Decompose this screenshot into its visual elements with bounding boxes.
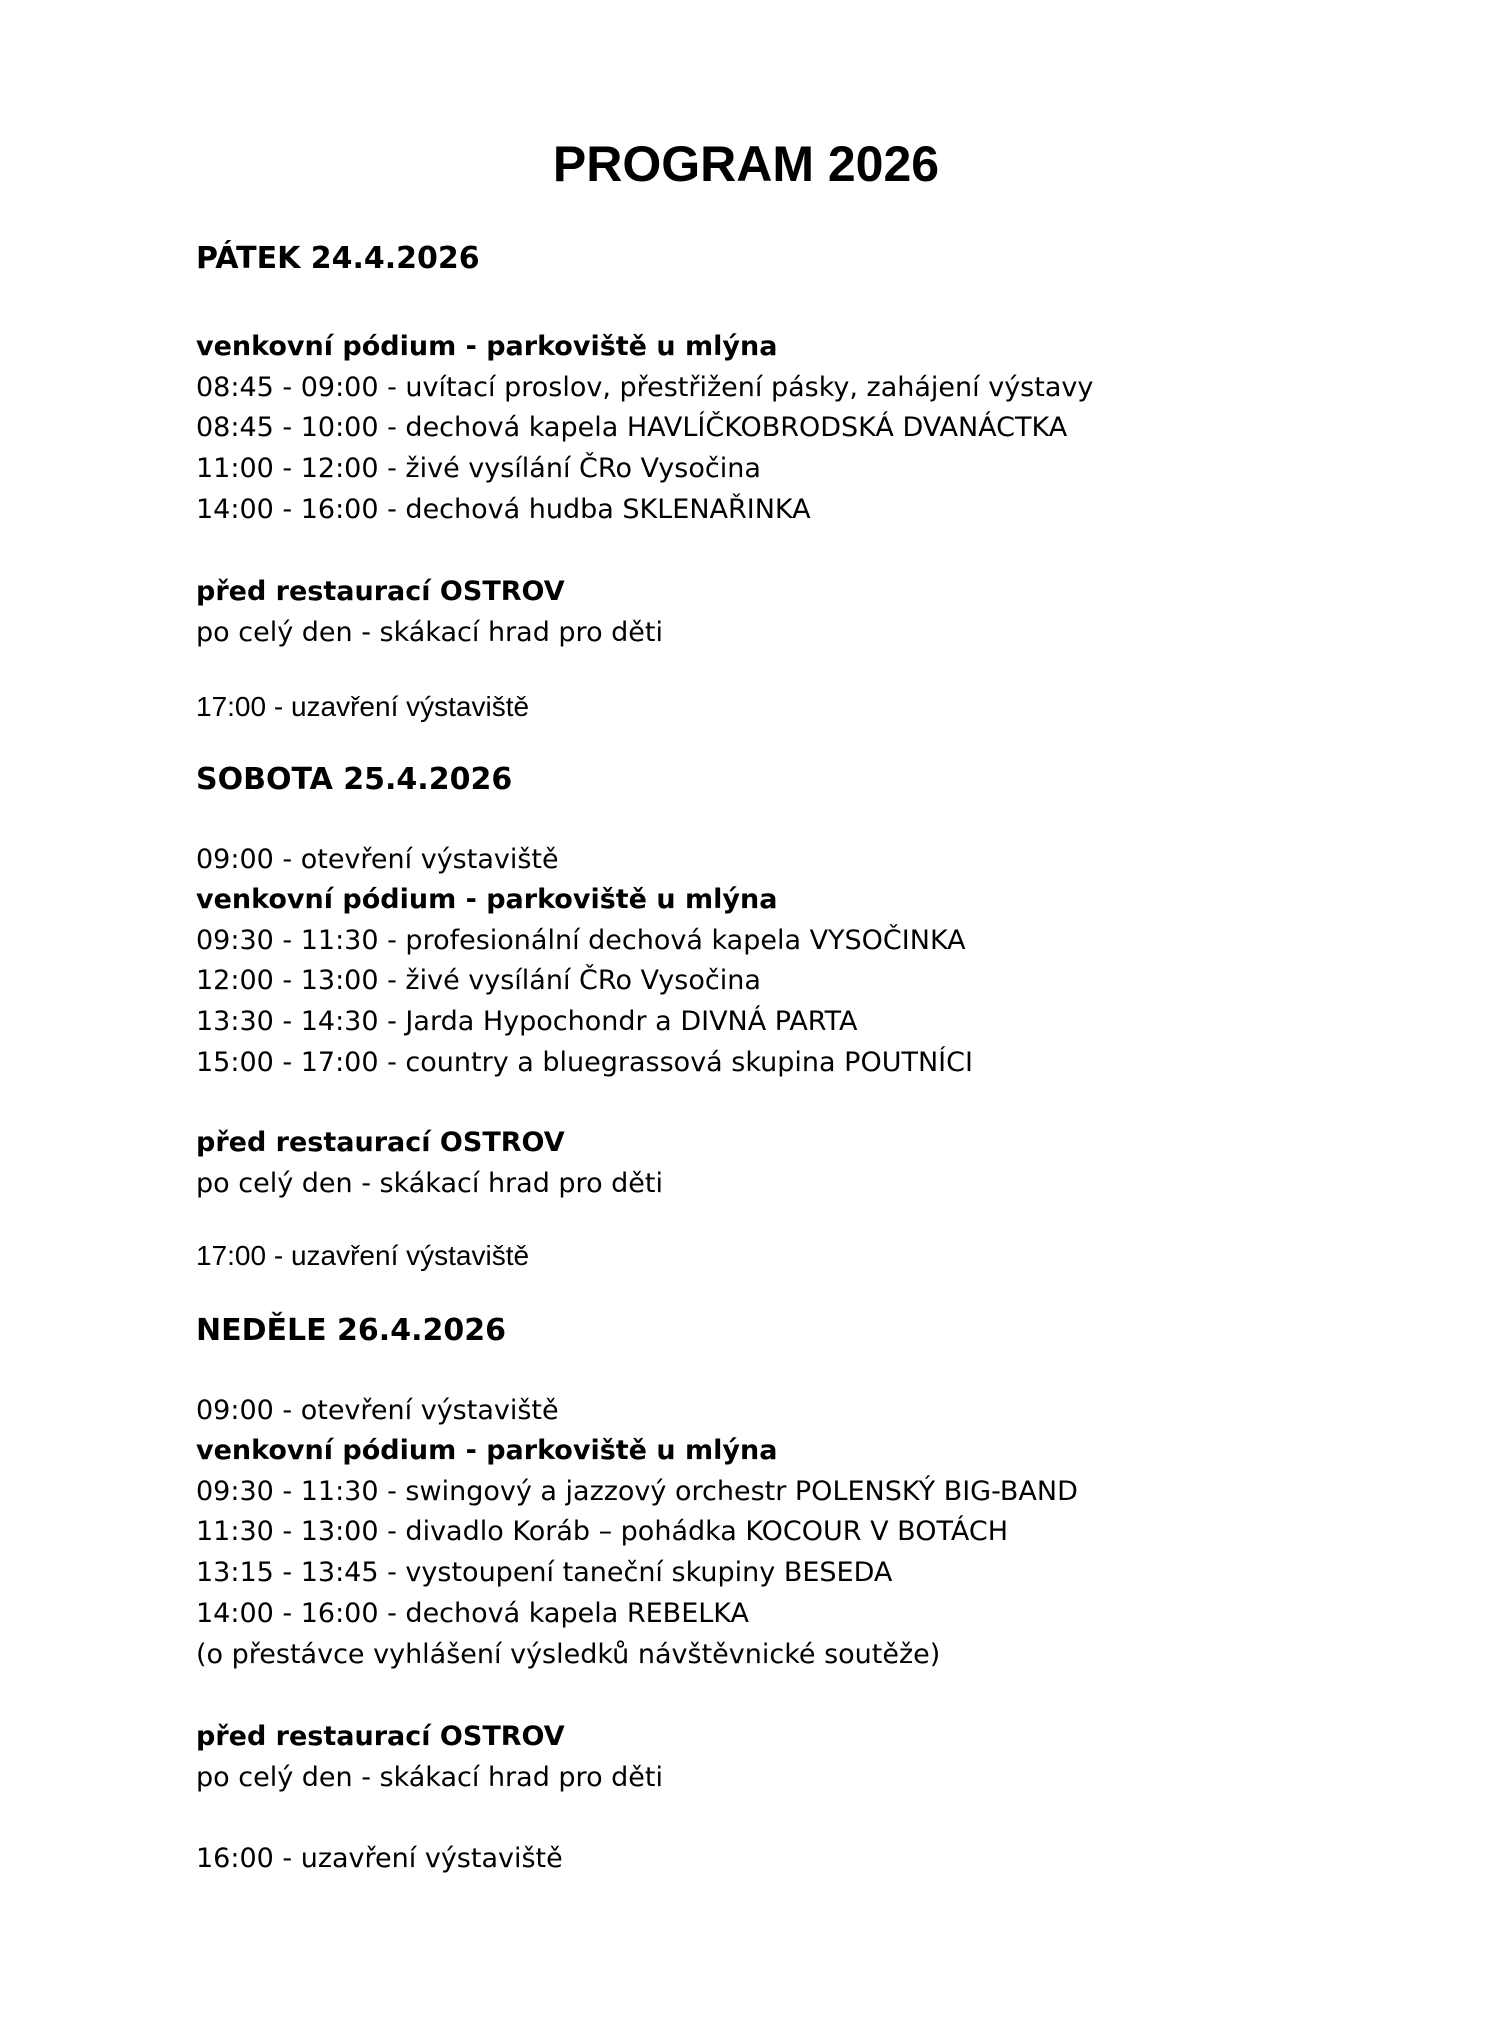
stage-heading-friday: venkovní pódium - parkoviště u mlýna — [196, 331, 778, 362]
event-note: (o přestávce vyhlášení výsledků návštěvnické soutěže) — [196, 1639, 941, 1670]
event-item: 11:30 - 13:00 - divadlo Koráb – pohádka KOCOUR V BOTÁCH — [196, 1516, 1009, 1547]
restaurant-event-sunday: po celý den - skákací hrad pro děti — [196, 1762, 664, 1793]
event-item: 12:00 - 13:00 - živé vysílání ČRo Vysočina — [196, 965, 761, 996]
event-item: 15:00 - 17:00 - country a bluegrassová skupina POUTNÍCI — [196, 1047, 973, 1078]
opening-time-saturday: 09:00 - otevření výstaviště — [196, 844, 559, 875]
event-item: 13:15 - 13:45 - vystoupení taneční skupiny BESEDA — [196, 1557, 893, 1588]
stage-heading-sunday: venkovní pódium - parkoviště u mlýna — [196, 1435, 778, 1466]
closing-time-friday: 17:00 - uzavření výstaviště — [196, 691, 530, 722]
restaurant-heading-sunday: před restaurací OSTROV — [196, 1721, 565, 1752]
restaurant-event-saturday: po celý den - skákací hrad pro děti — [196, 1168, 664, 1199]
restaurant-heading-saturday: před restaurací OSTROV — [196, 1127, 565, 1158]
closing-time-sunday: 16:00 - uzavření výstaviště — [196, 1843, 563, 1874]
event-item: 11:00 - 12:00 - živé vysílání ČRo Vysočina — [196, 453, 761, 484]
restaurant-event-friday: po celý den - skákací hrad pro děti — [196, 617, 664, 648]
page-title: PROGRAM 2026 — [552, 136, 940, 192]
stage-heading-saturday: venkovní pódium - parkoviště u mlýna — [196, 884, 778, 915]
event-item: 08:45 - 09:00 - uvítací proslov, přestřižení pásky, zahájení výstavy — [196, 372, 1094, 403]
opening-time-sunday: 09:00 - otevření výstaviště — [196, 1395, 559, 1426]
event-item: 08:45 - 10:00 - dechová kapela HAVLÍČKOBRODSKÁ DVANÁCTKA — [196, 412, 1068, 443]
closing-time-saturday: 17:00 - uzavření výstaviště — [196, 1240, 530, 1271]
day-heading-sunday: NEDĚLE 26.4.2026 — [196, 1313, 506, 1348]
event-item: 13:30 - 14:30 - Jarda Hypochondr a DIVNÁ PARTA — [196, 1006, 858, 1037]
day-heading-saturday: SOBOTA 25.4.2026 — [196, 762, 513, 797]
day-heading-friday: PÁTEK 24.4.2026 — [196, 241, 480, 276]
event-item: 14:00 - 16:00 - dechová hudba SKLENAŘINKA — [196, 494, 811, 525]
restaurant-heading-friday: před restaurací OSTROV — [196, 576, 565, 607]
event-item: 09:30 - 11:30 - profesionální dechová kapela VYSOČINKA — [196, 925, 966, 956]
event-item: 09:30 - 11:30 - swingový a jazzový orchestr POLENSKÝ BIG-BAND — [196, 1476, 1078, 1507]
event-item: 14:00 - 16:00 - dechová kapela REBELKA — [196, 1598, 749, 1629]
